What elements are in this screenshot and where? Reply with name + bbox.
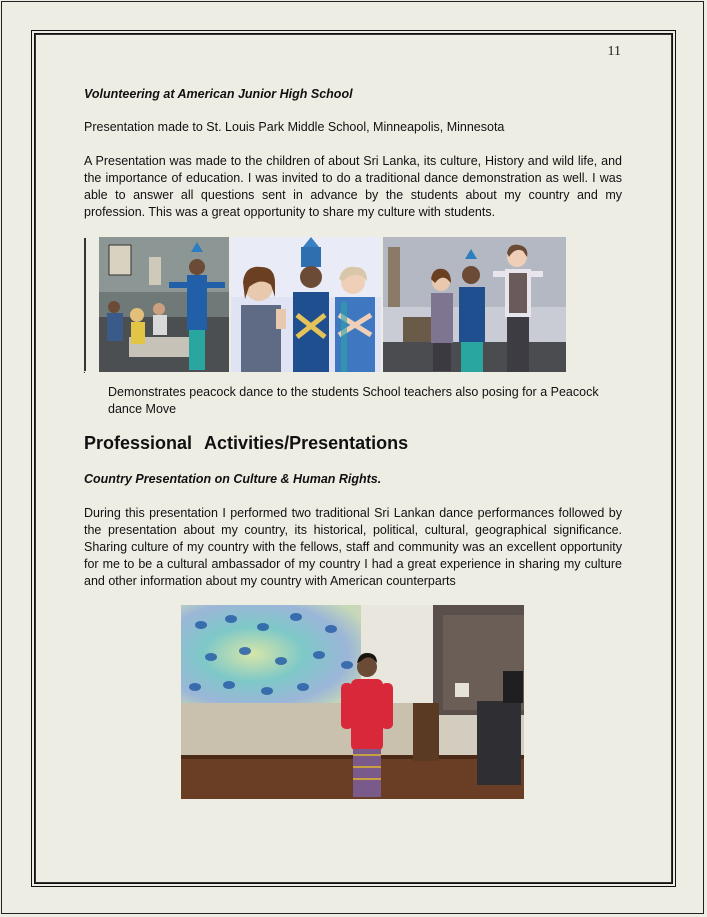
heading-part-1: Professional (84, 433, 193, 453)
volunteering-subheading: Volunteering at American Junior High School (84, 87, 353, 101)
peacock-dance-photo-strip (99, 237, 566, 372)
page-number: 11 (607, 44, 621, 59)
heading-part-2: Activities/Presentations (204, 433, 409, 453)
photo-left-bar (84, 238, 86, 371)
country-presentation-subheading: Country Presentation on Culture & Human Rights. (84, 472, 382, 486)
photo-marker-dot: . (83, 365, 86, 376)
classroom-dance-photo (99, 237, 229, 372)
teachers-peacock-move-photo (383, 237, 566, 372)
photo-caption: Demonstrates peacock dance to the students School teachers also posing for a Peacock dance Move (108, 385, 599, 416)
teachers-posing-photo (231, 237, 381, 372)
volunteering-paragraph: A Presentation was made to the children of about Sri Lanka, its culture, History and wild life, and the importance of education. I was invited to do a traditional dance demonstration as well. I was able to answer all questions sent in advance by the students about my country and my profession. This was a great opportunity to share my culture with students. (84, 154, 622, 219)
professional-activities-heading (84, 432, 622, 454)
country-presentation-paragraph: During this presentation I performed two traditional Sri Lankan dance performances followed by the presentation about my country, its historical, political, cultural, geographical significance. Sharing culture of my country with the fellows, staff and community was an excellent opportunity for me to be a cultural ambassador of my country I had a great experience in sharing my culture and other information about my country with American counterparts (84, 506, 622, 588)
presentation-stage-photo (181, 605, 524, 799)
presentation-location: Presentation made to St. Louis Park Middle School, Minneapolis, Minnesota (84, 120, 505, 134)
